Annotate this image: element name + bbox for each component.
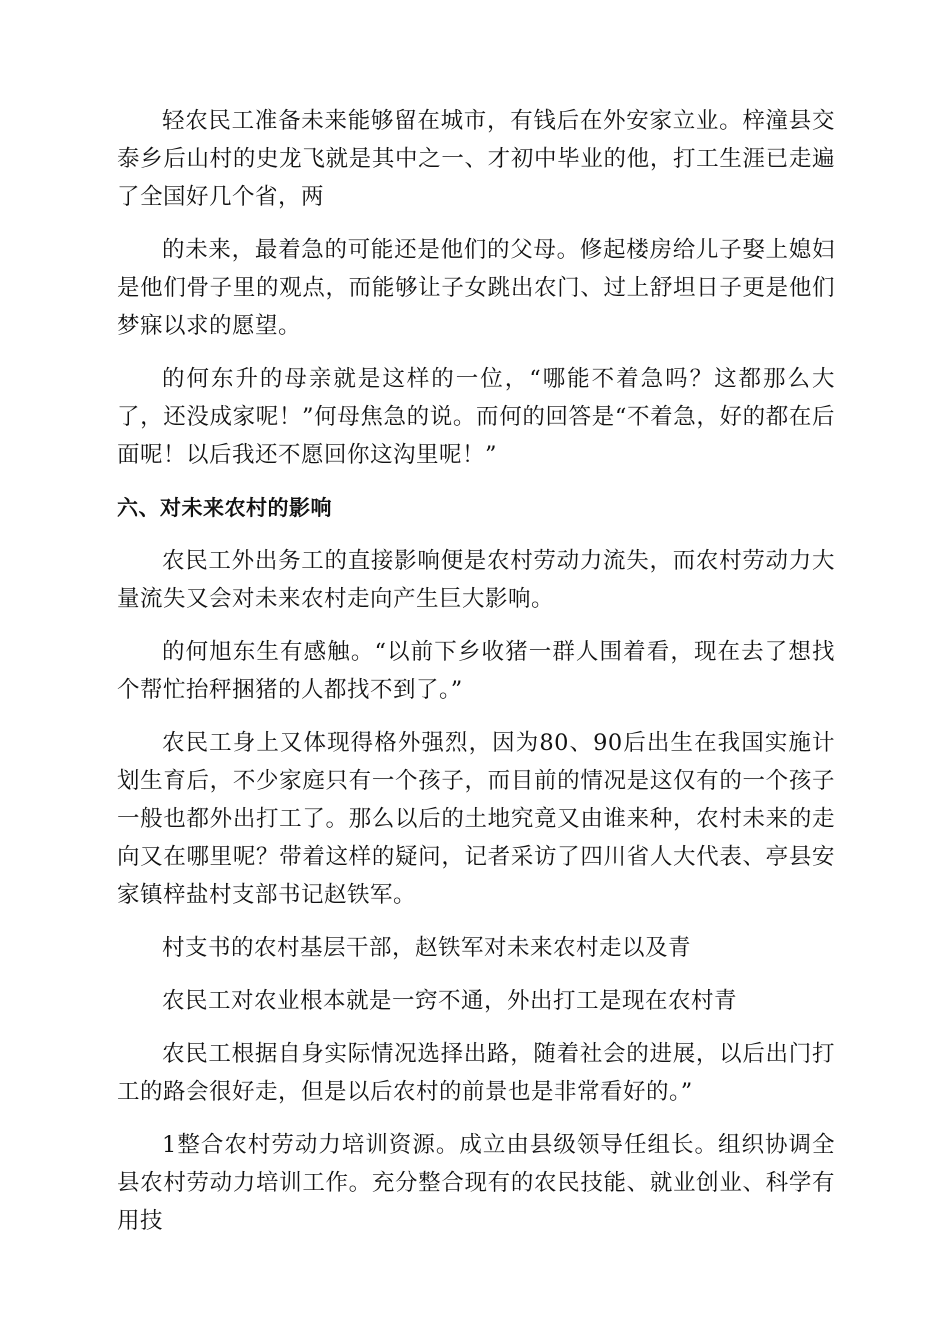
paragraph-3: 的何东升的母亲就是这样的一位，“哪能不着急吗？这都那么大了，还没成家呢！”何母焦急的说。而何的回答是“不着急，好的都在后面呢！以后我还不愿回你这沟里呢！” — [117, 366, 835, 468]
section-paragraph-1: 农民工外出务工的直接影响便是农村劳动力流失，而农村劳动力大量流失又会对未来农村走向产生巨大影响。 — [117, 548, 835, 612]
paragraph-1: 轻农民工准备未来能够留在城市，有钱后在外安家立业。梓潼县交泰乡后山村的史龙飞就是其中之一、才初中毕业的他，打工生涯已走遍了全国好几个省，两 — [117, 108, 835, 210]
section-paragraph-6: 农民工根据自身实际情况选择出路，随着社会的进展，以后出门打工的路会很好走，但是以后农村的前景也是非常看好的。” — [117, 1041, 835, 1105]
section-paragraph-5: 农民工对农业根本就是一窍不通，外出打工是现在农村青 — [162, 988, 738, 1014]
section-paragraph-7: 1整合农村劳动力培训资源。成立由县级领导任组长。组织协调全县农村劳动力培训工作。充分整合现有的农民技能、就业创业、科学有用技 — [117, 1132, 835, 1234]
section-paragraph-2: 的何旭东生有感触。“以前下乡收猪一群人围着看，现在去了想找个帮忙抬秤捆猪的人都找不到了。” — [117, 639, 835, 703]
document-page — [117, 102, 835, 1255]
section-paragraph-3: 农民工身上又体现得格外强烈，因为80、90后出生在我国实施计划生育后，不少家庭只有一个孩子，而目前的情况是这仅有的一个孩子一般也都外出打工了。那么以后的土地究竟又由谁来种，农村未来的走向又在哪里呢？带着这样的疑问，记者采访了四川省人大代表、亭县安家镇梓盐村支部书记赵铁军。 — [117, 730, 835, 908]
section-heading: 六、对未来农村的影响 — [117, 496, 332, 520]
section-paragraph-4: 村支书的农村基层干部，赵铁军对未来农村走以及青 — [162, 935, 692, 961]
paragraph-2: 的未来，最着急的可能还是他们的父母。修起楼房给儿子娶上媳妇是他们骨子里的观点，而能够让子女跳出农门、过上舒坦日子更是他们梦寐以求的愿望。 — [117, 237, 835, 339]
